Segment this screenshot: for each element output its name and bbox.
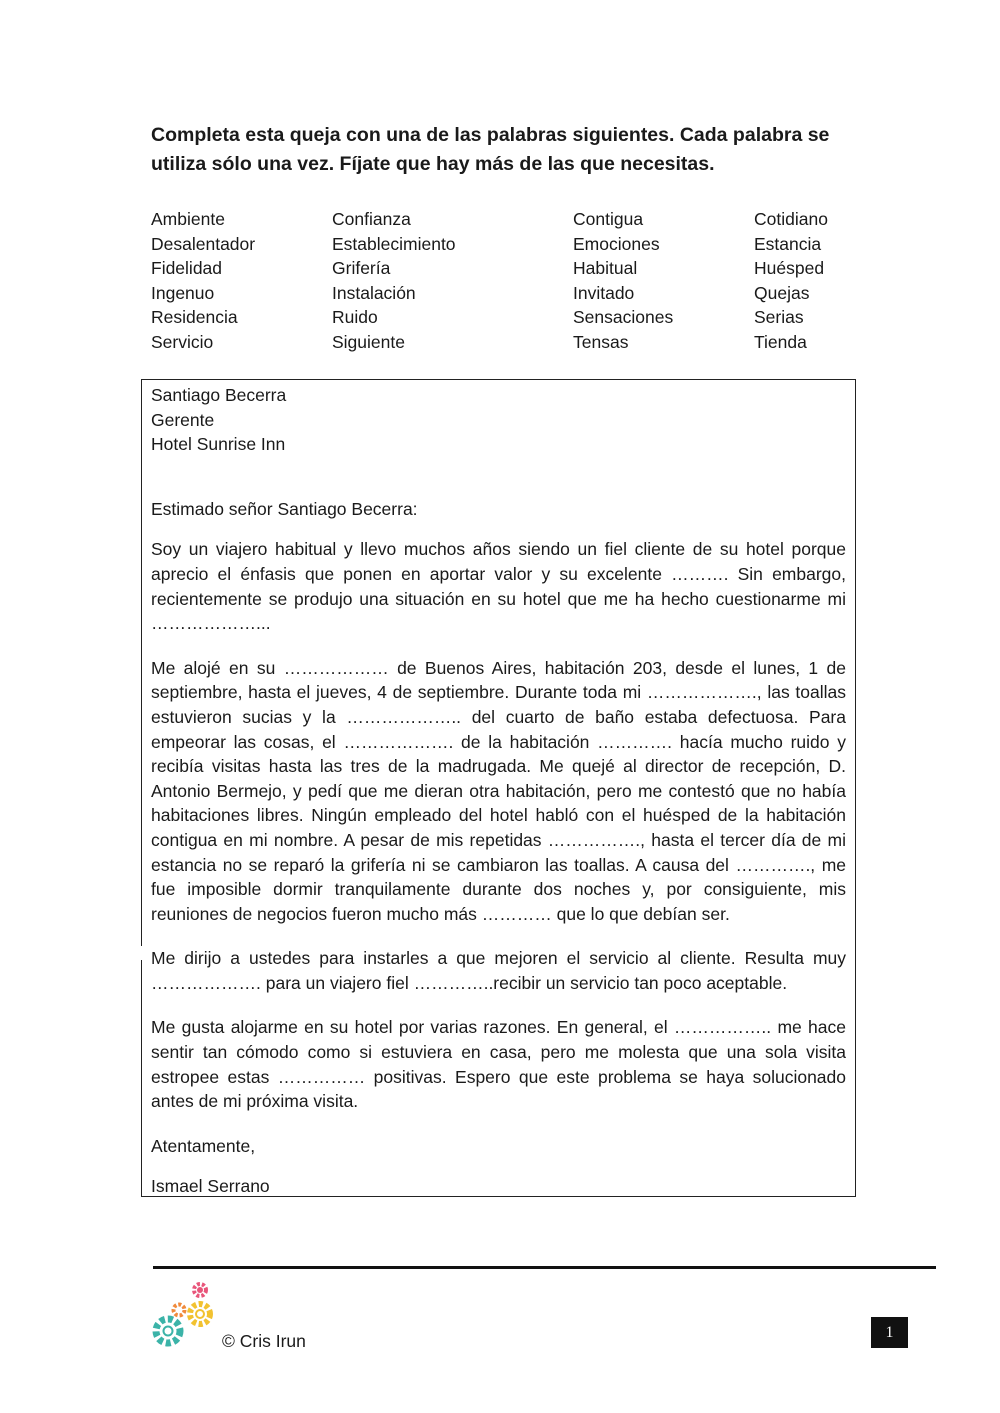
word-bank-item: Grifería: [332, 258, 391, 279]
gear-yellow-icon: [190, 1304, 210, 1324]
page-number: 1: [871, 1317, 908, 1348]
word-bank-item: Emociones: [573, 233, 660, 254]
word-bank-item: Invitado: [573, 282, 635, 303]
word-bank-item: Fidelidad: [151, 258, 223, 279]
gear-pink-icon: [194, 1284, 206, 1296]
word-bank-item: Siguiente: [332, 331, 405, 352]
word-bank-item: Quejas: [754, 282, 810, 303]
word-bank-item: Desalentador: [151, 233, 256, 254]
word-bank-item: Contigua: [573, 209, 644, 229]
word-bank-item: Estancia: [754, 233, 822, 254]
word-bank-item: Confianza: [332, 209, 411, 229]
recipient-name: Santiago Becerra: [151, 385, 287, 405]
word-bank-item: Tensas: [573, 331, 629, 352]
word-bank-item: Servicio: [151, 331, 214, 352]
recipient-hotel: Hotel Sunrise Inn: [151, 434, 286, 455]
copyright-text: © Cris Irun: [222, 1331, 306, 1351]
word-bank-item: Huésped: [754, 258, 825, 279]
gear-orange-icon: [174, 1305, 185, 1316]
letter-paragraph-4: Me gusta alojarme en su hotel por varias razones. En general, el …………….. me hace sentir tan cómodo como si estuviera en casa, pero me molesta que una sola visita estropee estas …………… positivas. Espero que este problema se haya solucionado antes de mi próxima visita.: [151, 1017, 846, 1112]
recipient-title: Gerente: [151, 409, 215, 430]
gear-teal-icon: [156, 1319, 180, 1343]
word-bank-item: Instalación: [332, 282, 416, 303]
complaint-letter: [141, 379, 856, 1197]
word-bank-item: Cotidiano: [754, 209, 828, 229]
word-bank-item: Habitual: [573, 258, 638, 279]
word-bank-item: Residencia: [151, 307, 238, 328]
instructions-heading: Completa esta queja con una de las palabras siguientes. Cada palabra se utiliza sólo una vez. Fíjate que hay más de las que necesitas.: [151, 124, 830, 175]
salutation: Estimado señor Santiago Becerra:: [151, 498, 418, 519]
letter-paragraph-1: Soy un viajero habitual y llevo muchos años siendo un fiel cliente de su hotel porque aprecio el énfasis que ponen en aportar valor y su excelente ………. Sin embargo, recientemente se produjo una situación en su hotel que me ha hecho cuestionarme mi ………………...: [151, 539, 846, 634]
word-bank-item: Ingenuo: [151, 282, 215, 303]
word-bank-item: Sensaciones: [573, 307, 674, 328]
signature: Ismael Serrano: [151, 1176, 270, 1197]
word-bank: [151, 207, 871, 355]
word-bank-item: Ambiente: [151, 209, 225, 229]
closing: Atentamente,: [151, 1135, 256, 1156]
word-bank-item: Establecimiento: [332, 233, 456, 254]
letter-paragraph-2: Me alojé en su ……………… de Buenos Aires, habitación 203, desde el lunes, 1 de septiembre, hasta el jueves, 4 de septiembre. Durante toda mi ………………., las toallas estuvieron sucias y la ……………….. del cuarto de baño estaba defectuosa. Para empeorar las cosas, el ………………. de la habitación …………. hacía mucho ruido y recibía visitas hasta las tres de la madrugada. Me quejé al director de recepción, D. Antonio Bermejo, y pedí que me dieran otra habitación, pero me contestó que no había habitaciones libres. Ningún empleado del hotel habló con el huésped de la habitación contigua en mi nombre. A pesar de mis repetidas ……………., hasta el tercer día de mi estancia no se reparó la grifería ni se cambiaron las toallas. A causa del …………., me fue imposible dormir tranquilamente durante dos noches y, por consiguiente, mis reuniones de negocios fueron mucho más ………… que lo que debían ser.: [151, 657, 846, 924]
gears-logo-icon: [150, 1280, 220, 1350]
word-bank-item: Serias: [754, 307, 804, 328]
word-bank-item: Tienda: [754, 331, 807, 352]
footer-divider: [153, 1266, 936, 1269]
letter-paragraph-3: Me dirijo a ustedes para instarles a que mejoren el servicio al cliente. Resulta muy ………………. para un viajero fiel …………..recibir un servicio tan poco aceptable.: [151, 948, 846, 993]
border-gap: [140, 946, 143, 960]
word-bank-item: Ruido: [332, 307, 378, 328]
